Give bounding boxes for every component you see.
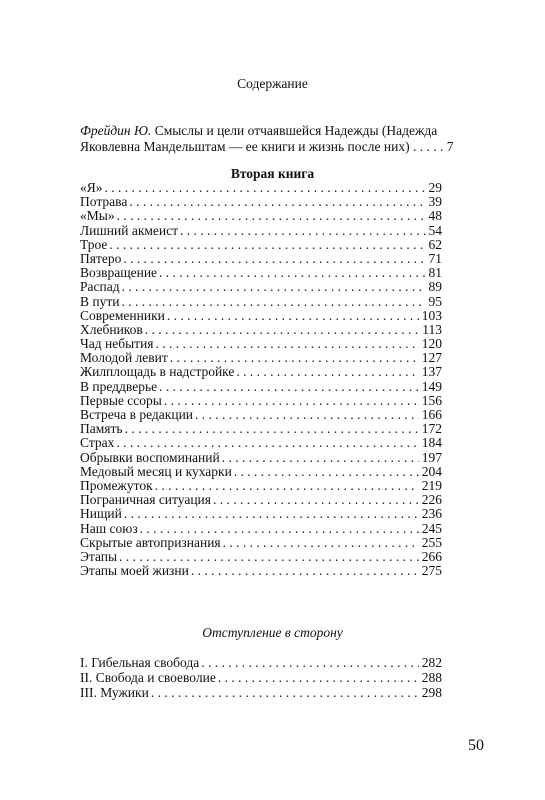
toc-entry-title: Промежуток	[80, 478, 153, 493]
toc-entry-page: 236	[421, 507, 442, 522]
toc-leader-dots	[114, 436, 418, 450]
toc-entry-page: 48	[428, 209, 442, 224]
toc-entry-page: 113	[422, 322, 442, 337]
toc-entry-title: Этапы	[80, 549, 118, 564]
toc-entry-title: Скрытые автопризнания	[80, 535, 221, 550]
toc-entry-page: 120	[421, 337, 442, 352]
toc-leader-dots	[119, 295, 425, 309]
page-number: 50	[468, 737, 484, 754]
toc-entry-page: 255	[421, 535, 442, 550]
toc-entry-page: 266	[421, 549, 442, 564]
toc-entry-page: 95	[428, 294, 442, 309]
toc-leader-dots	[122, 507, 419, 521]
toc-entry-title: Первые ссоры	[80, 393, 162, 408]
toc-leader-dots	[157, 380, 419, 394]
toc-entry	[80, 380, 442, 394]
toc-entry	[80, 465, 442, 479]
toc-leader-dots	[232, 465, 419, 479]
toc-leader-dots	[103, 181, 426, 195]
toc-entry	[80, 394, 442, 408]
toc-entry-page: 127	[421, 351, 442, 366]
toc-entry	[80, 670, 442, 685]
toc-entry-page: 166	[421, 408, 442, 422]
toc-entry	[80, 422, 442, 436]
toc-entry-title: III. Мужики	[80, 685, 149, 700]
toc-entry-page: 156	[421, 393, 442, 408]
toc-entry	[80, 337, 442, 351]
toc-entry-page: 172	[421, 422, 442, 437]
toc-entry-title: Потрава	[80, 195, 128, 210]
section-title-aside: Отступление в сторону	[202, 625, 343, 640]
toc-entry-title: Этапы моей жизни	[80, 564, 189, 579]
toc-leader-dots	[193, 408, 419, 422]
toc-leader-dots	[165, 309, 419, 323]
toc-leader-dots	[220, 451, 419, 465]
toc-entry	[80, 550, 442, 564]
toc-entry-title: Трое	[80, 237, 108, 252]
toc-leader-dots	[149, 685, 419, 700]
toc-leader-dots	[121, 252, 425, 266]
toc-entry-title: Обрывки воспоминаний	[80, 450, 220, 465]
toc-list-aside	[80, 655, 442, 700]
toc-entry-title: Наш союз	[80, 521, 138, 536]
toc-entry-title: Молодой левит	[80, 351, 168, 366]
section-title-main: Вторая книга	[230, 166, 315, 181]
toc-leader-dots	[199, 655, 418, 670]
toc-leader-dots	[120, 280, 426, 294]
intro-entry	[80, 123, 470, 155]
toc-entry	[80, 209, 442, 223]
toc-leader-dots	[168, 351, 419, 365]
toc-entry-page: 81	[428, 266, 442, 281]
toc-entry-title: Современники	[80, 308, 165, 323]
toc-leader-dots	[138, 522, 419, 536]
toc-entry	[80, 655, 442, 670]
toc-entry	[80, 323, 442, 337]
toc-entry-title: Память	[80, 422, 123, 437]
toc-entry-title: Страх	[80, 436, 115, 451]
toc-entry	[80, 266, 442, 280]
toc-leader-dots	[123, 422, 419, 436]
toc-entry	[80, 252, 442, 266]
toc-leader-dots	[211, 493, 419, 507]
toc-entry	[80, 280, 442, 294]
toc-entry	[80, 181, 442, 195]
toc-entry-page: 204	[421, 464, 442, 479]
toc-leader-dots	[143, 323, 419, 337]
toc-leader-dots	[221, 536, 419, 550]
toc-entry	[80, 564, 442, 578]
toc-entry-page: 103	[421, 308, 442, 323]
toc-entry	[80, 365, 442, 379]
toc-leader-dots	[216, 670, 419, 685]
toc-entry-title: В пути	[80, 294, 120, 309]
toc-entry-page: 184	[421, 436, 442, 451]
toc-leader-dots	[189, 564, 419, 578]
toc-leader-dots	[154, 337, 419, 351]
toc-leader-dots	[117, 550, 419, 564]
toc-entry-title: Нищий	[80, 507, 122, 522]
toc-leader-dots	[107, 238, 425, 252]
toc-entry	[80, 507, 442, 521]
toc-entry	[80, 451, 442, 465]
toc-entry-title: Возвращение	[80, 266, 158, 281]
toc-entry-title: «Мы»	[80, 209, 115, 224]
toc-entry-title: Пятеро	[80, 251, 122, 266]
toc-entry-page: 62	[428, 237, 442, 252]
toc-entry-title: В преддверье	[80, 379, 158, 394]
toc-entry-page: 137	[421, 365, 442, 380]
toc-entry-title: Чад небытия	[80, 337, 154, 352]
toc-entry	[80, 408, 442, 422]
toc-entry-title: Распад	[80, 280, 120, 295]
toc-leader-dots	[162, 394, 419, 408]
toc-entry-page: 219	[421, 478, 442, 493]
toc-entry-title: «Я»	[80, 181, 103, 195]
toc-entry-page: 39	[428, 195, 442, 210]
toc-entry	[80, 479, 442, 493]
toc-entry-page: 89	[428, 280, 442, 295]
intro-text: Смыслы и цели отчаявшейся Надежды (Надежда Яковлевна Мандельштам — ее книги и жизнь после них) . . . . . 7	[80, 123, 454, 154]
toc-entry-title: Хлебников	[80, 322, 143, 337]
toc-entry-title: Жилплощадь в надстройке	[80, 365, 235, 380]
toc-entry-page: 71	[428, 251, 442, 266]
toc-entry	[80, 309, 442, 323]
toc-entry	[80, 238, 442, 252]
toc-entry-title: Медовый месяц и кухарки	[80, 464, 232, 479]
toc-entry	[80, 351, 442, 365]
contents-heading: Содержание	[237, 76, 308, 91]
toc-entry-page: 54	[428, 223, 442, 238]
toc-leader-dots	[127, 195, 425, 209]
toc-entry	[80, 224, 442, 238]
toc-leader-dots	[153, 479, 419, 493]
toc-entry	[80, 536, 442, 550]
toc-entry-page: 197	[421, 450, 442, 465]
toc-entry	[80, 436, 442, 450]
toc-entry-title: II. Свобода и своеволие	[80, 670, 216, 685]
toc-entry-page: 29	[428, 181, 442, 195]
toc-leader-dots	[115, 209, 426, 223]
toc-entry	[80, 522, 442, 536]
toc-entry-title: Пограничная ситуация	[80, 493, 211, 508]
toc-entry	[80, 295, 442, 309]
toc-entry-page: 275	[421, 564, 442, 579]
toc-entry	[80, 493, 442, 507]
toc-entry-page: 226	[421, 493, 442, 508]
toc-entry-page: 288	[421, 670, 442, 685]
toc-entry	[80, 195, 442, 209]
toc-entry-page: 245	[421, 521, 442, 536]
toc-entry-title: Встреча в редакции	[80, 408, 194, 422]
toc-leader-dots	[178, 224, 425, 238]
toc-leader-dots	[157, 266, 425, 280]
toc-entry-title: I. Гибельная свобода	[80, 655, 200, 670]
toc-leader-dots	[234, 365, 418, 379]
toc-entry-page: 282	[421, 655, 442, 670]
toc-entry-page: 149	[421, 379, 442, 394]
toc-entry-page: 298	[421, 685, 442, 700]
toc-entry-title: Лишний акмеист	[80, 223, 179, 238]
toc-list-main	[80, 181, 442, 578]
intro-author: Фрейдин Ю.	[80, 123, 152, 138]
toc-entry	[80, 685, 442, 700]
